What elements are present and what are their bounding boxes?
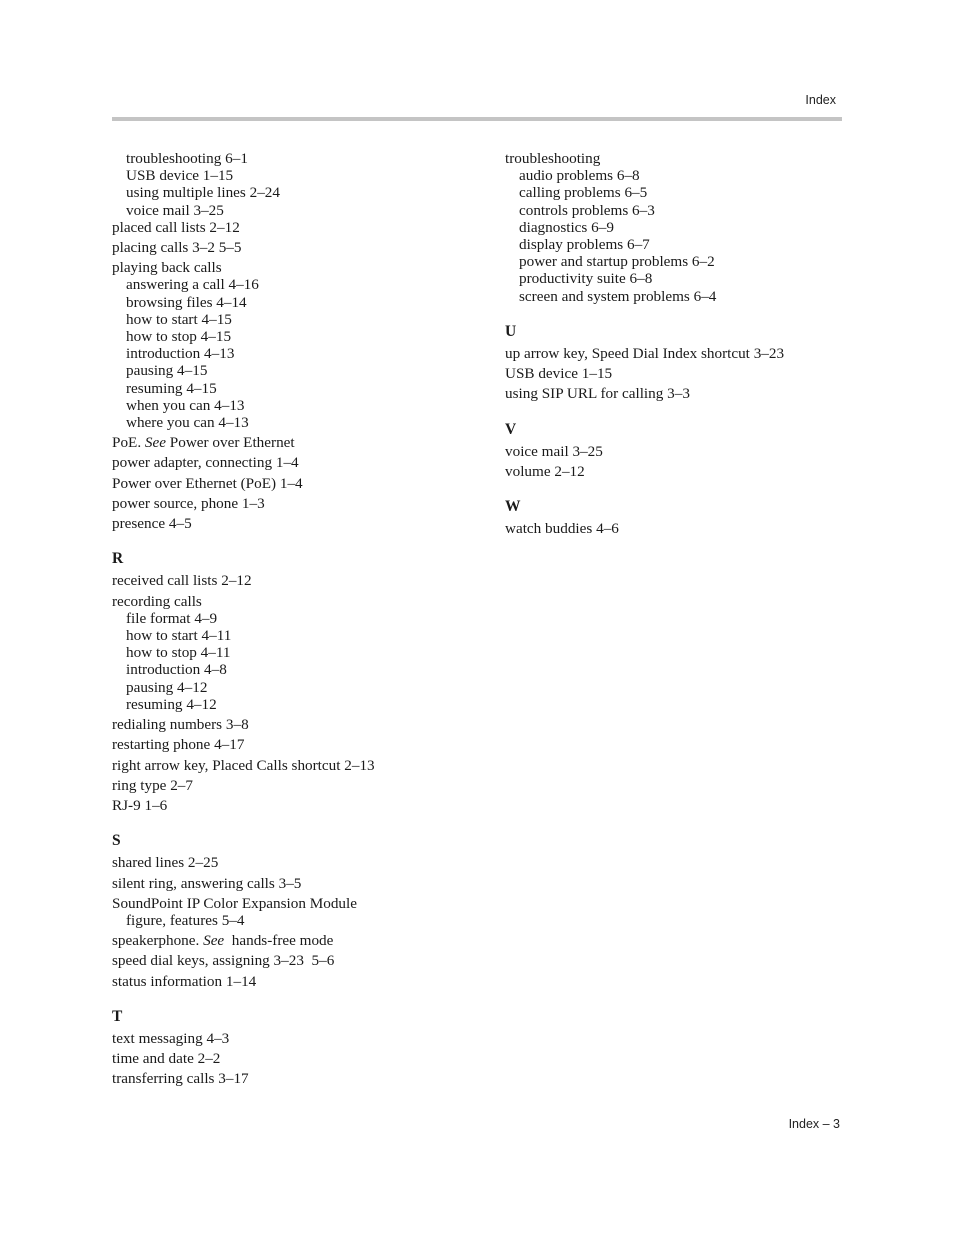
- header-rule: [112, 117, 842, 121]
- index-subentry: answering a call 4–16: [126, 276, 259, 294]
- index-subentry: troubleshooting 6–1: [126, 150, 248, 167]
- index-subentry: display problems 6–7: [519, 236, 650, 254]
- index-subentry: resuming 4–12: [126, 695, 217, 713]
- section-letter-t: T: [112, 1007, 123, 1025]
- index-entry: transferring calls 3–17: [112, 1070, 249, 1088]
- index-subentry: how to start 4–11: [126, 627, 232, 645]
- index-entry-main: SoundPoint IP Color Expansion Module: [112, 894, 357, 912]
- index-entry-see: [112, 434, 482, 451]
- index-subentry: when you can 4–13: [126, 396, 245, 414]
- index-subentry: where you can 4–13: [126, 414, 249, 432]
- index-subentry: figure, features 5–4: [126, 911, 245, 929]
- index-entry: received call lists 2–12: [112, 572, 252, 590]
- index-subentry: power and startup problems 6–2: [519, 253, 715, 271]
- index-entry: watch buddies 4–6: [505, 520, 619, 538]
- index-subentry: resuming 4–15: [126, 379, 217, 397]
- index-entry: status information 1–14: [112, 972, 257, 990]
- index-entry-main: recording calls: [112, 592, 202, 610]
- index-subentry: introduction 4–13: [126, 345, 235, 363]
- index-entry-main: playing back calls: [112, 259, 222, 277]
- index-column-right: [505, 150, 845, 538]
- section-letter-w: W: [505, 498, 521, 516]
- index-entry-main: troubleshooting: [505, 150, 601, 167]
- index-subentry: how to stop 4–11: [126, 644, 231, 662]
- index-subentry: pausing 4–15: [126, 362, 208, 380]
- entry-text: PoE.: [112, 434, 145, 452]
- section-letter-u: U: [505, 322, 517, 340]
- index-subentry: how to stop 4–15: [126, 328, 232, 346]
- index-entry-group: [505, 150, 845, 305]
- index-column-left: [112, 150, 482, 1088]
- index-subentry: browsing files 4–14: [126, 293, 247, 311]
- section-letter-s: S: [112, 832, 121, 850]
- index-subentry: file format 4–9: [126, 609, 218, 627]
- index-entry: silent ring, answering calls 3–5: [112, 874, 302, 892]
- index-entry-group: [112, 259, 482, 431]
- index-entry: placed call lists 2–12: [112, 218, 240, 236]
- see-reference: See: [144, 434, 166, 452]
- see-target: Power over Ethernet: [166, 434, 295, 452]
- index-subentry: controls problems 6–3: [519, 201, 655, 219]
- index-entry-group: [112, 593, 482, 713]
- index-entry: using SIP URL for calling 3–3: [505, 385, 690, 403]
- index-entry: redialing numbers 3–8: [112, 716, 249, 734]
- index-entry: placing calls 3–2 5–5: [112, 239, 242, 257]
- index-entry: shared lines 2–25: [112, 854, 219, 872]
- index-entry: USB device 1–15: [505, 365, 613, 383]
- section-letter-r: R: [112, 550, 124, 568]
- index-entry: right arrow key, Placed Calls shortcut 2–13: [112, 756, 375, 774]
- running-header: Index: [805, 93, 836, 107]
- index-subentry: screen and system problems 6–4: [519, 287, 717, 305]
- index-subentry: diagnostics 6–9: [519, 218, 614, 236]
- see-target: hands-free mode: [224, 932, 334, 950]
- index-subentry: how to start 4–15: [126, 310, 232, 328]
- index-entry: time and date 2–2: [112, 1050, 221, 1068]
- entry-text: speakerphone.: [112, 932, 204, 950]
- see-reference: See: [203, 932, 225, 950]
- index-subentry: introduction 4–8: [126, 661, 227, 679]
- index-entry-see: [112, 932, 482, 949]
- index-entry: presence 4–5: [112, 515, 192, 533]
- index-entry: ring type 2–7: [112, 776, 193, 794]
- index-subentry: voice mail 3–25: [126, 201, 224, 219]
- index-subentry: calling problems 6–5: [519, 184, 648, 202]
- page-number: Index – 3: [788, 1117, 840, 1131]
- index-entry: restarting phone 4–17: [112, 736, 245, 754]
- index-entry: power source, phone 1–3: [112, 494, 265, 512]
- continued-subentries: [112, 150, 482, 219]
- index-entry-group: [112, 895, 482, 929]
- index-entry: text messaging 4–3: [112, 1029, 230, 1047]
- section-letter-v: V: [505, 420, 517, 438]
- index-subentry: USB device 1–15: [126, 167, 234, 185]
- index-entry: RJ-9 1–6: [112, 796, 168, 814]
- index-entry: power adapter, connecting 1–4: [112, 454, 299, 472]
- index-entry: voice mail 3–25: [505, 442, 603, 460]
- index-subentry: using multiple lines 2–24: [126, 184, 280, 202]
- index-entry: Power over Ethernet (PoE) 1–4: [112, 474, 303, 492]
- index-subentry: audio problems 6–8: [519, 167, 640, 185]
- index-subentry: productivity suite 6–8: [519, 270, 653, 288]
- index-entry: speed dial keys, assigning 3–23 5–6: [112, 952, 335, 970]
- index-entry: volume 2–12: [505, 463, 585, 481]
- index-subentry: pausing 4–12: [126, 678, 208, 696]
- index-entry: up arrow key, Speed Dial Index shortcut 3–23: [505, 345, 785, 363]
